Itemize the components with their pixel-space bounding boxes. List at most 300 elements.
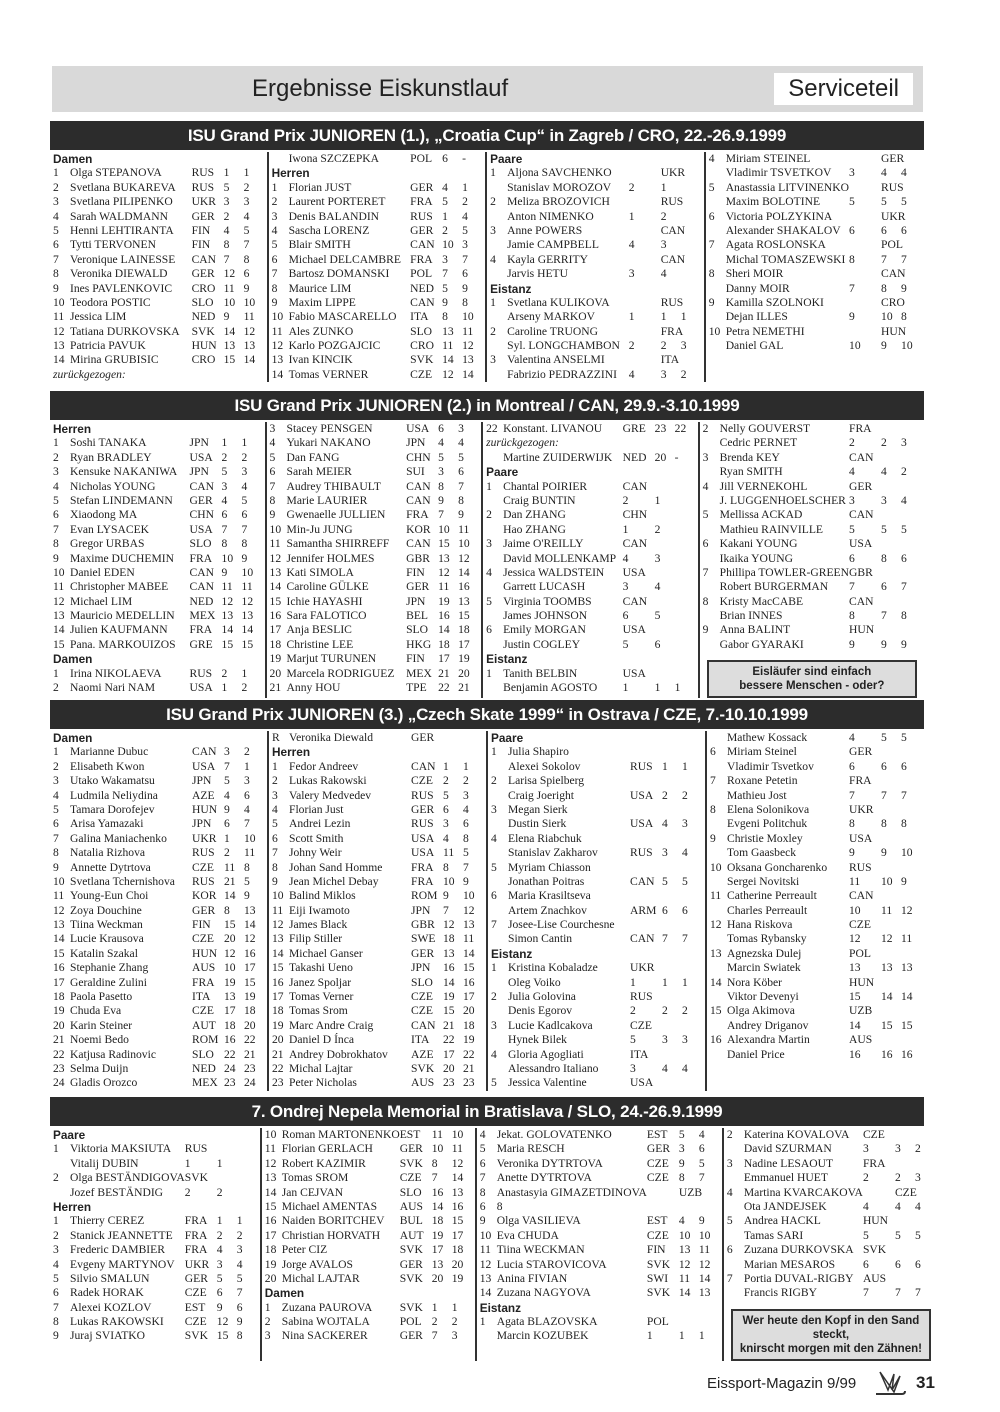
- place: 7: [271, 267, 278, 281]
- score: 7: [463, 860, 469, 874]
- score: 4: [698, 1128, 705, 1141]
- score: 7: [698, 1171, 705, 1185]
- skater-name: Veronika DYTRTOVA: [496, 1156, 603, 1170]
- nation: [849, 325, 881, 339]
- place: 1: [272, 759, 278, 773]
- place: 13: [53, 609, 65, 623]
- skater-name: Tytti TERVONEN: [70, 238, 156, 252]
- score: 9: [216, 1300, 223, 1314]
- skater-name: Alessandro Italiano: [508, 1061, 599, 1075]
- score: 17: [431, 1243, 444, 1257]
- place: [727, 1286, 744, 1300]
- score: 9: [241, 551, 248, 565]
- result-row: [709, 296, 921, 310]
- score: 13: [244, 903, 256, 917]
- result-row: [270, 465, 479, 479]
- score: 4: [442, 180, 448, 194]
- place: 4: [491, 1047, 497, 1061]
- skater-name: 8: [496, 1199, 503, 1213]
- skater-name: Svetlana KULIKOVA: [507, 295, 610, 309]
- skater-name: Marc Andre Craig: [289, 1018, 374, 1032]
- place: 4: [702, 479, 709, 493]
- nation: HUN: [849, 975, 875, 989]
- score: 14: [881, 990, 893, 1004]
- result-row: [53, 325, 264, 339]
- score: 2: [881, 436, 887, 450]
- place: 5: [708, 180, 715, 194]
- score: 21: [463, 1061, 475, 1075]
- category-heading: Eistanz: [491, 946, 533, 961]
- result-row: [272, 238, 483, 252]
- nation: SLO: [399, 1185, 422, 1199]
- score: 14: [458, 565, 470, 579]
- place: 7: [479, 1171, 486, 1185]
- score: 12: [462, 339, 474, 353]
- score: 10: [223, 295, 236, 309]
- result-row: [490, 267, 701, 281]
- score: 1: [654, 681, 661, 695]
- skater-name: Jaime O'REILLY: [503, 537, 584, 551]
- score: 6: [901, 223, 907, 237]
- nation: 6: [849, 223, 855, 237]
- nation: UZB: [849, 1004, 873, 1018]
- nation: 4: [628, 238, 635, 252]
- score: 14: [901, 990, 913, 1004]
- nation: POL: [849, 946, 871, 960]
- score: 15: [881, 1018, 893, 1032]
- place: 8: [53, 846, 59, 860]
- nation: CAN: [189, 565, 215, 579]
- nation: CZE: [646, 1171, 669, 1185]
- skater-name: Alexander SHAKALOV: [725, 223, 841, 237]
- skater-name: Irina NIKOLAEVA: [70, 666, 162, 680]
- score: 18: [463, 1018, 475, 1032]
- place: 9: [271, 295, 278, 309]
- score: 3: [244, 774, 250, 788]
- result-row: [491, 1033, 702, 1047]
- score: ITA: [660, 353, 680, 367]
- score: 6: [224, 817, 230, 831]
- result-row: [727, 1272, 935, 1286]
- place: [703, 552, 720, 566]
- score: 3: [463, 788, 469, 802]
- result-row: [486, 451, 695, 465]
- skater-name: Jessica WALDSTEIN: [503, 565, 605, 579]
- score: 7: [241, 522, 248, 536]
- place: 10: [479, 1228, 492, 1242]
- result-row: [53, 667, 262, 681]
- result-row: [490, 181, 701, 195]
- score: 22: [443, 1033, 455, 1047]
- nation: 1: [622, 681, 629, 695]
- nation: RUS: [411, 817, 434, 831]
- place: 17: [272, 990, 284, 1004]
- skater-name: Tomas SROM: [281, 1171, 349, 1185]
- nation: USA: [849, 537, 873, 551]
- result-row: [727, 1229, 935, 1243]
- place: [272, 152, 289, 166]
- nation: [849, 267, 881, 281]
- skater-name: Brenda KEY: [719, 450, 780, 464]
- score: 14: [443, 975, 455, 989]
- score: 2: [221, 450, 228, 464]
- category-heading: Herren: [271, 166, 310, 181]
- result-row: [709, 325, 921, 339]
- score: 12: [901, 903, 913, 917]
- results-column: [704, 152, 924, 382]
- result-row: [480, 1186, 719, 1200]
- nation: HUN: [862, 1214, 889, 1228]
- place: [709, 166, 726, 180]
- result-row: [53, 523, 262, 537]
- result-row: [53, 1272, 257, 1286]
- result-row: [703, 566, 921, 580]
- place: 3: [53, 465, 59, 479]
- score: 2: [431, 1315, 438, 1329]
- skater-name: Anny HOU: [286, 681, 341, 695]
- nation: CZE: [411, 990, 433, 1004]
- score: 5: [442, 281, 448, 295]
- skater-name: Alexei Sokolov: [508, 759, 581, 773]
- result-row: [53, 745, 264, 759]
- nation: 2: [628, 339, 635, 353]
- skater-name: Lukas Rakowski: [289, 774, 367, 788]
- score: 3: [438, 465, 444, 479]
- place: 6: [708, 209, 715, 223]
- score: 14: [244, 918, 256, 932]
- result-row: [270, 480, 479, 494]
- score: 1: [221, 681, 228, 695]
- skater-name: Maurice LIM: [288, 281, 352, 295]
- score: 16: [244, 946, 256, 960]
- skater-name: Julia Golovina: [508, 990, 576, 1004]
- place: 7: [53, 522, 59, 536]
- score: 6: [901, 551, 907, 565]
- score: 2: [216, 1185, 223, 1199]
- score: 7: [244, 817, 250, 831]
- score: 1: [221, 436, 228, 450]
- score: 4: [662, 817, 668, 831]
- nation: [849, 152, 881, 166]
- result-row: [491, 1019, 702, 1033]
- result-row: [272, 267, 483, 281]
- score: 19: [438, 594, 450, 608]
- place: 4: [53, 1257, 59, 1271]
- nation: RUS: [849, 860, 872, 874]
- score: 23: [224, 1076, 236, 1090]
- nation: USA: [411, 831, 435, 845]
- score: 12: [221, 594, 234, 608]
- result-row: [491, 861, 702, 875]
- score: 5: [901, 522, 907, 536]
- score: 9: [881, 637, 887, 651]
- nation: SLO: [410, 324, 433, 338]
- nation: GBR: [411, 918, 435, 932]
- nation: FRA: [184, 1228, 208, 1242]
- skater-name: Sara FALOTICO: [286, 609, 367, 623]
- nation: FRA: [184, 1214, 208, 1228]
- skater-name: Evgeni Politchuk: [727, 817, 808, 831]
- score: 5: [881, 522, 887, 536]
- nation: FRA: [411, 874, 434, 888]
- score: 13: [463, 918, 475, 932]
- result-row: [710, 1048, 921, 1062]
- result-row: [486, 552, 695, 566]
- result-row: [53, 310, 264, 324]
- score: 1: [241, 436, 248, 450]
- nation: SVK: [646, 1257, 671, 1271]
- result-row: [480, 1243, 719, 1257]
- score: 1: [244, 759, 250, 773]
- section-title: ISU Grand Prix JUNIOREN (3.) „Czech Skate 1999“ in Ostrava / CZE, 7.-10.10.1999: [50, 700, 924, 729]
- place: 11: [271, 324, 283, 338]
- result-row: [710, 932, 921, 946]
- score: 16: [881, 1047, 893, 1061]
- place: 9: [272, 874, 278, 888]
- place: [727, 1142, 744, 1156]
- skater-name: Michael Ganser: [289, 946, 363, 960]
- nation: ITA: [411, 1033, 430, 1047]
- score: 1: [223, 166, 230, 180]
- place: [727, 1171, 744, 1185]
- score: -: [462, 152, 466, 165]
- score: 19: [451, 1271, 464, 1285]
- result-row: [53, 436, 262, 450]
- results-section-montreal: [50, 391, 924, 698]
- skater-name: Vladimir Tsvetkov: [727, 759, 814, 773]
- nation: CZE: [184, 1286, 207, 1300]
- score: 1: [236, 1214, 243, 1228]
- place: 5: [726, 1214, 733, 1228]
- nation: SVK: [399, 1300, 423, 1314]
- result-row: [710, 1004, 921, 1018]
- score: 13: [442, 324, 454, 338]
- skater-name: Kristina Kobaladze: [508, 961, 598, 975]
- place: [490, 181, 507, 195]
- result-row: [272, 789, 483, 803]
- score: 9: [221, 565, 228, 579]
- score: 6: [463, 817, 469, 831]
- place: [710, 961, 727, 975]
- place: [486, 523, 503, 537]
- nation: [849, 296, 881, 310]
- score: 1: [431, 1300, 438, 1314]
- score: 14: [431, 1199, 444, 1213]
- result-row: [490, 238, 701, 252]
- score: 3: [462, 238, 468, 252]
- score: 11: [223, 281, 235, 295]
- result-row: [272, 861, 483, 875]
- place: [490, 210, 507, 224]
- score: 1: [680, 310, 687, 324]
- result-row: [53, 1229, 257, 1243]
- place: 4: [726, 1185, 733, 1199]
- place: [709, 224, 726, 238]
- nation: USA: [189, 681, 213, 695]
- skater-name: Maxim BOLOTINE: [725, 195, 821, 209]
- place: 15: [53, 946, 65, 960]
- results-column: [50, 1128, 260, 1361]
- score: 1: [660, 180, 667, 194]
- place: 6: [479, 1156, 486, 1170]
- score: 2: [894, 1171, 901, 1185]
- place: 3: [269, 422, 276, 435]
- skater-name: Florian JUST: [288, 180, 352, 194]
- skater-name: Anton NIMENKO: [507, 209, 594, 223]
- result-row: [53, 480, 262, 494]
- result-row: [270, 552, 479, 566]
- score: 12: [458, 551, 470, 565]
- place: 16: [272, 975, 284, 989]
- skater-name: Veronika DIEWALD: [70, 267, 168, 281]
- skater-name: Megan Sierk: [508, 802, 568, 816]
- score: 18: [451, 1243, 464, 1257]
- score: 2: [216, 1228, 223, 1242]
- result-row: [53, 580, 262, 594]
- place: [703, 436, 720, 450]
- result-row: [709, 310, 921, 324]
- place: 1: [53, 745, 59, 759]
- place: 11: [53, 889, 65, 903]
- skater-name: Balind Miklos: [289, 889, 356, 903]
- nation: GER: [411, 802, 435, 816]
- result-row: [703, 480, 921, 494]
- skater-name: Svetlana Tchernishova: [70, 874, 175, 888]
- score: 6: [458, 465, 464, 479]
- place: [53, 1186, 70, 1200]
- skater-name: Denis Egorov: [508, 1004, 573, 1018]
- skater-name: Annette Dytrtova: [70, 860, 151, 874]
- result-row: [490, 210, 701, 224]
- place: [710, 932, 727, 946]
- place: [727, 1229, 744, 1243]
- place: 4: [53, 788, 59, 802]
- category-heading: Herren: [53, 422, 92, 436]
- score: UKR: [881, 209, 906, 223]
- result-row: [491, 889, 702, 903]
- score: 15: [901, 1018, 913, 1032]
- score: 2: [660, 209, 667, 223]
- result-row: [709, 253, 921, 267]
- skater-name: Mathieu Jost: [727, 788, 787, 802]
- skater-name: Marie LAURIER: [286, 493, 368, 507]
- score: 8: [241, 537, 248, 551]
- score: 14: [224, 889, 236, 903]
- nation: SVK: [184, 1171, 208, 1185]
- nation: CAN: [189, 479, 215, 493]
- score: 14: [241, 623, 254, 637]
- place: 10: [272, 889, 284, 903]
- score: CAN: [660, 223, 686, 237]
- score: 13: [458, 594, 470, 608]
- score: 10: [678, 1228, 691, 1242]
- result-row: [710, 861, 921, 875]
- place: 1: [486, 479, 492, 493]
- result-row: [490, 166, 701, 180]
- place: [491, 875, 508, 889]
- score: 8: [431, 1156, 438, 1170]
- score: 2: [662, 1004, 668, 1018]
- skater-name: Ryan BRADLEY: [70, 450, 152, 464]
- skater-name: Miriam Steinel: [727, 745, 797, 759]
- skater-name: Hynek Bilek: [508, 1033, 567, 1047]
- result-row: [53, 681, 262, 695]
- place: 9: [479, 1214, 486, 1228]
- score: 2: [223, 209, 230, 223]
- result-row: [703, 552, 921, 566]
- nation: 1: [630, 975, 636, 989]
- place: 6: [53, 1286, 59, 1300]
- score: 3: [243, 195, 250, 209]
- skater-name: Agata BLAZOVSKA: [496, 1315, 598, 1329]
- result-row: [272, 1062, 483, 1076]
- nation: EST: [184, 1300, 206, 1314]
- place: 6: [53, 238, 59, 252]
- place: 14: [53, 932, 65, 946]
- score: 5: [901, 731, 907, 744]
- place: [491, 760, 508, 774]
- score: 5: [442, 195, 448, 209]
- score: 19: [463, 1033, 475, 1047]
- result-row: [272, 353, 483, 367]
- score: 13: [698, 1286, 711, 1300]
- place: 16: [53, 961, 65, 975]
- score: 7: [431, 1329, 438, 1343]
- result-row: [710, 760, 921, 774]
- result-row: [480, 1142, 719, 1156]
- score: 11: [224, 860, 236, 874]
- place: 1: [264, 1300, 271, 1314]
- skater-name: Valery Medvedev: [289, 788, 372, 802]
- place: 5: [486, 594, 492, 608]
- skater-name: Anina FIVIAN: [496, 1271, 568, 1285]
- result-row: [53, 253, 264, 267]
- score: 8: [224, 903, 230, 917]
- score: CAN: [660, 252, 686, 266]
- score: 12: [463, 903, 475, 917]
- nation: CZE: [192, 1004, 214, 1018]
- score: 10: [443, 874, 455, 888]
- score: 11: [241, 580, 253, 594]
- place: 11: [479, 1243, 491, 1257]
- nation: CAN: [406, 493, 431, 507]
- skater-name: Vitalij DUBIN: [70, 1156, 139, 1170]
- result-row: [710, 947, 921, 961]
- skater-name: Oksana Goncharenko: [727, 860, 828, 874]
- nation: [629, 253, 661, 267]
- score: 10: [442, 238, 454, 252]
- skater-name: Kensuke NAKANIWA: [70, 465, 178, 479]
- score: 5: [698, 1156, 705, 1170]
- place: 4: [272, 802, 278, 816]
- score: 7: [431, 1171, 438, 1185]
- place: 8: [708, 267, 715, 281]
- place: 13: [479, 1271, 492, 1285]
- skater-name: Miriam STEINEL: [725, 152, 811, 165]
- score: 3: [442, 252, 448, 266]
- place: 2: [53, 1171, 59, 1185]
- nation: CRO: [191, 281, 216, 295]
- skater-name: Konstant. LIVANOU: [503, 422, 603, 435]
- result-row: [491, 1048, 702, 1062]
- place: 5: [53, 802, 59, 816]
- score: 16: [901, 1047, 913, 1061]
- skater-name: Larisa Spielberg: [508, 774, 585, 788]
- score: 2: [224, 846, 230, 860]
- result-row: [490, 325, 701, 339]
- nation: FRA: [189, 623, 213, 637]
- skater-name: Jorge AVALOS: [281, 1257, 353, 1271]
